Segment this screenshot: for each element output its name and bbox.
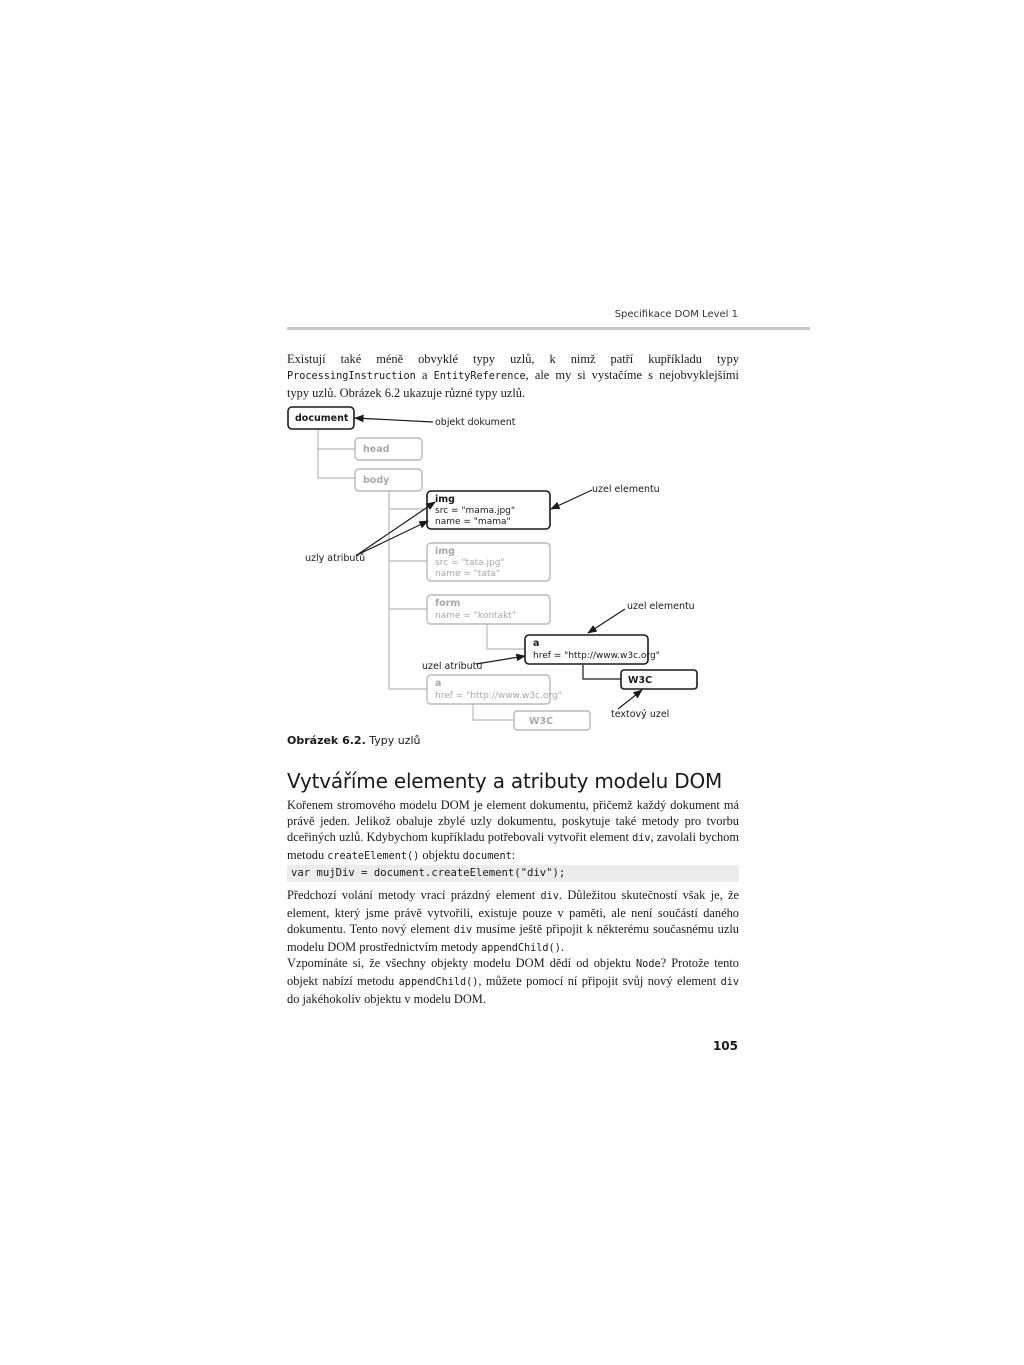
label-element-node: uzel elementu [627, 601, 695, 612]
node-attribute: name = "mama" [435, 517, 511, 527]
figure-title: Typy uzlů [369, 734, 421, 747]
node-label: W3C [628, 675, 653, 686]
label-text-node: textový uzel [611, 709, 670, 720]
node-label: head [363, 444, 390, 455]
head-node [355, 438, 422, 460]
node-attribute: name = "kontakt" [435, 611, 516, 621]
a-node-active [525, 635, 660, 664]
page-number: 105 [712, 1039, 738, 1053]
running-header: Specifikace DOM Level 1 [614, 309, 738, 320]
inline-code: div [632, 833, 651, 844]
w3c-text-node-faded [514, 711, 590, 730]
w3c-text-node-active [621, 670, 697, 689]
figure-label: Obrázek 6.2. [287, 734, 366, 747]
node-label: document [295, 413, 349, 424]
body-paragraph: Vzpomínáte si, že všechny objekty modelu DOM dědí od objektu Node? Protože tento objekt nabízí metodu appendChild(), můžete pomocí ní připojit svůj nový element div do jakéhokoliv objektu v modelu DOM. [287, 956, 739, 1006]
inline-code: appendChild() [481, 943, 561, 954]
node-label: img [435, 546, 455, 557]
inline-code: div [453, 925, 473, 936]
header-rule [287, 327, 810, 330]
label-attribute-node: uzel atributu [422, 661, 483, 672]
label-element-node: uzel elementu [592, 484, 660, 495]
label-document-node: objekt dokument [435, 417, 516, 428]
node-attribute: href = "http://www.w3c.org" [533, 651, 660, 661]
node-label: a [533, 638, 540, 649]
code-block: var mujDiv = document.createElement("div"); [287, 865, 739, 882]
img-node-mama [427, 491, 550, 529]
a-node-faded [427, 675, 562, 704]
intro-paragraph: Existují také méně obvyklé typy uzlů, k nimž patří kupříkladu typy ProcessingInstruction a EntityReference, ale my si vystačíme s nejobvyklejšími typy uzlů. Obrázek 6.2 ukazuje různé typy uzlů. [287, 352, 739, 400]
node-label: body [363, 475, 390, 486]
inline-code: appendChild() [398, 977, 479, 988]
inline-code: EntityReference [433, 371, 526, 382]
inline-code: div [720, 977, 739, 988]
inline-code: createElement() [327, 851, 420, 862]
document-node [288, 407, 354, 429]
form-node [427, 595, 550, 624]
node-label: a [435, 678, 442, 689]
inline-code: ProcessingInstruction [287, 371, 416, 382]
body-paragraph: Kořenem stromového modelu DOM je element dokumentu, přičemž každý dokument má právě jeden. Jelikož obaluje zbylé uzly dokumentu, poskytuje také metody pro tvorbu dceřiných uzlů. Kdybychom kupříkladu potřebovali vytvořit element div, zavolali bychom metodu createElement() objektu document: [287, 798, 739, 862]
node-attribute: name = "tata" [435, 569, 501, 579]
node-label: form [435, 598, 461, 609]
inline-code: div [540, 891, 559, 902]
dom-tree-diagram [287, 405, 727, 735]
figure-caption [287, 734, 421, 747]
body-node [355, 469, 422, 491]
label-attribute-nodes: uzly atributů [305, 553, 366, 564]
img-node-tata [427, 543, 550, 581]
node-label: img [435, 494, 455, 505]
body-paragraph: Předchozí volání metody vrací prázdný element div. Důležitou skutečností však je, že element, který jsme právě vytvořili, existuje pouze v paměti, ale není součástí daného dokumentu. Tento nový element div musíme ještě připojit k některému současnému uzlu modelu DOM prostřednictvím metody appendChild(). [287, 888, 740, 954]
node-attribute: src = "mama.jpg" [435, 506, 516, 516]
inline-code: document [462, 851, 512, 862]
node-attribute: src = "tata.jpg" [435, 558, 505, 568]
node-attribute: href = "http://www.w3c.org" [435, 691, 562, 701]
section-heading: Vytváříme elementy a atributy modelu DOM [287, 769, 723, 793]
node-label: W3C [529, 716, 554, 727]
inline-code: Node [636, 959, 661, 970]
